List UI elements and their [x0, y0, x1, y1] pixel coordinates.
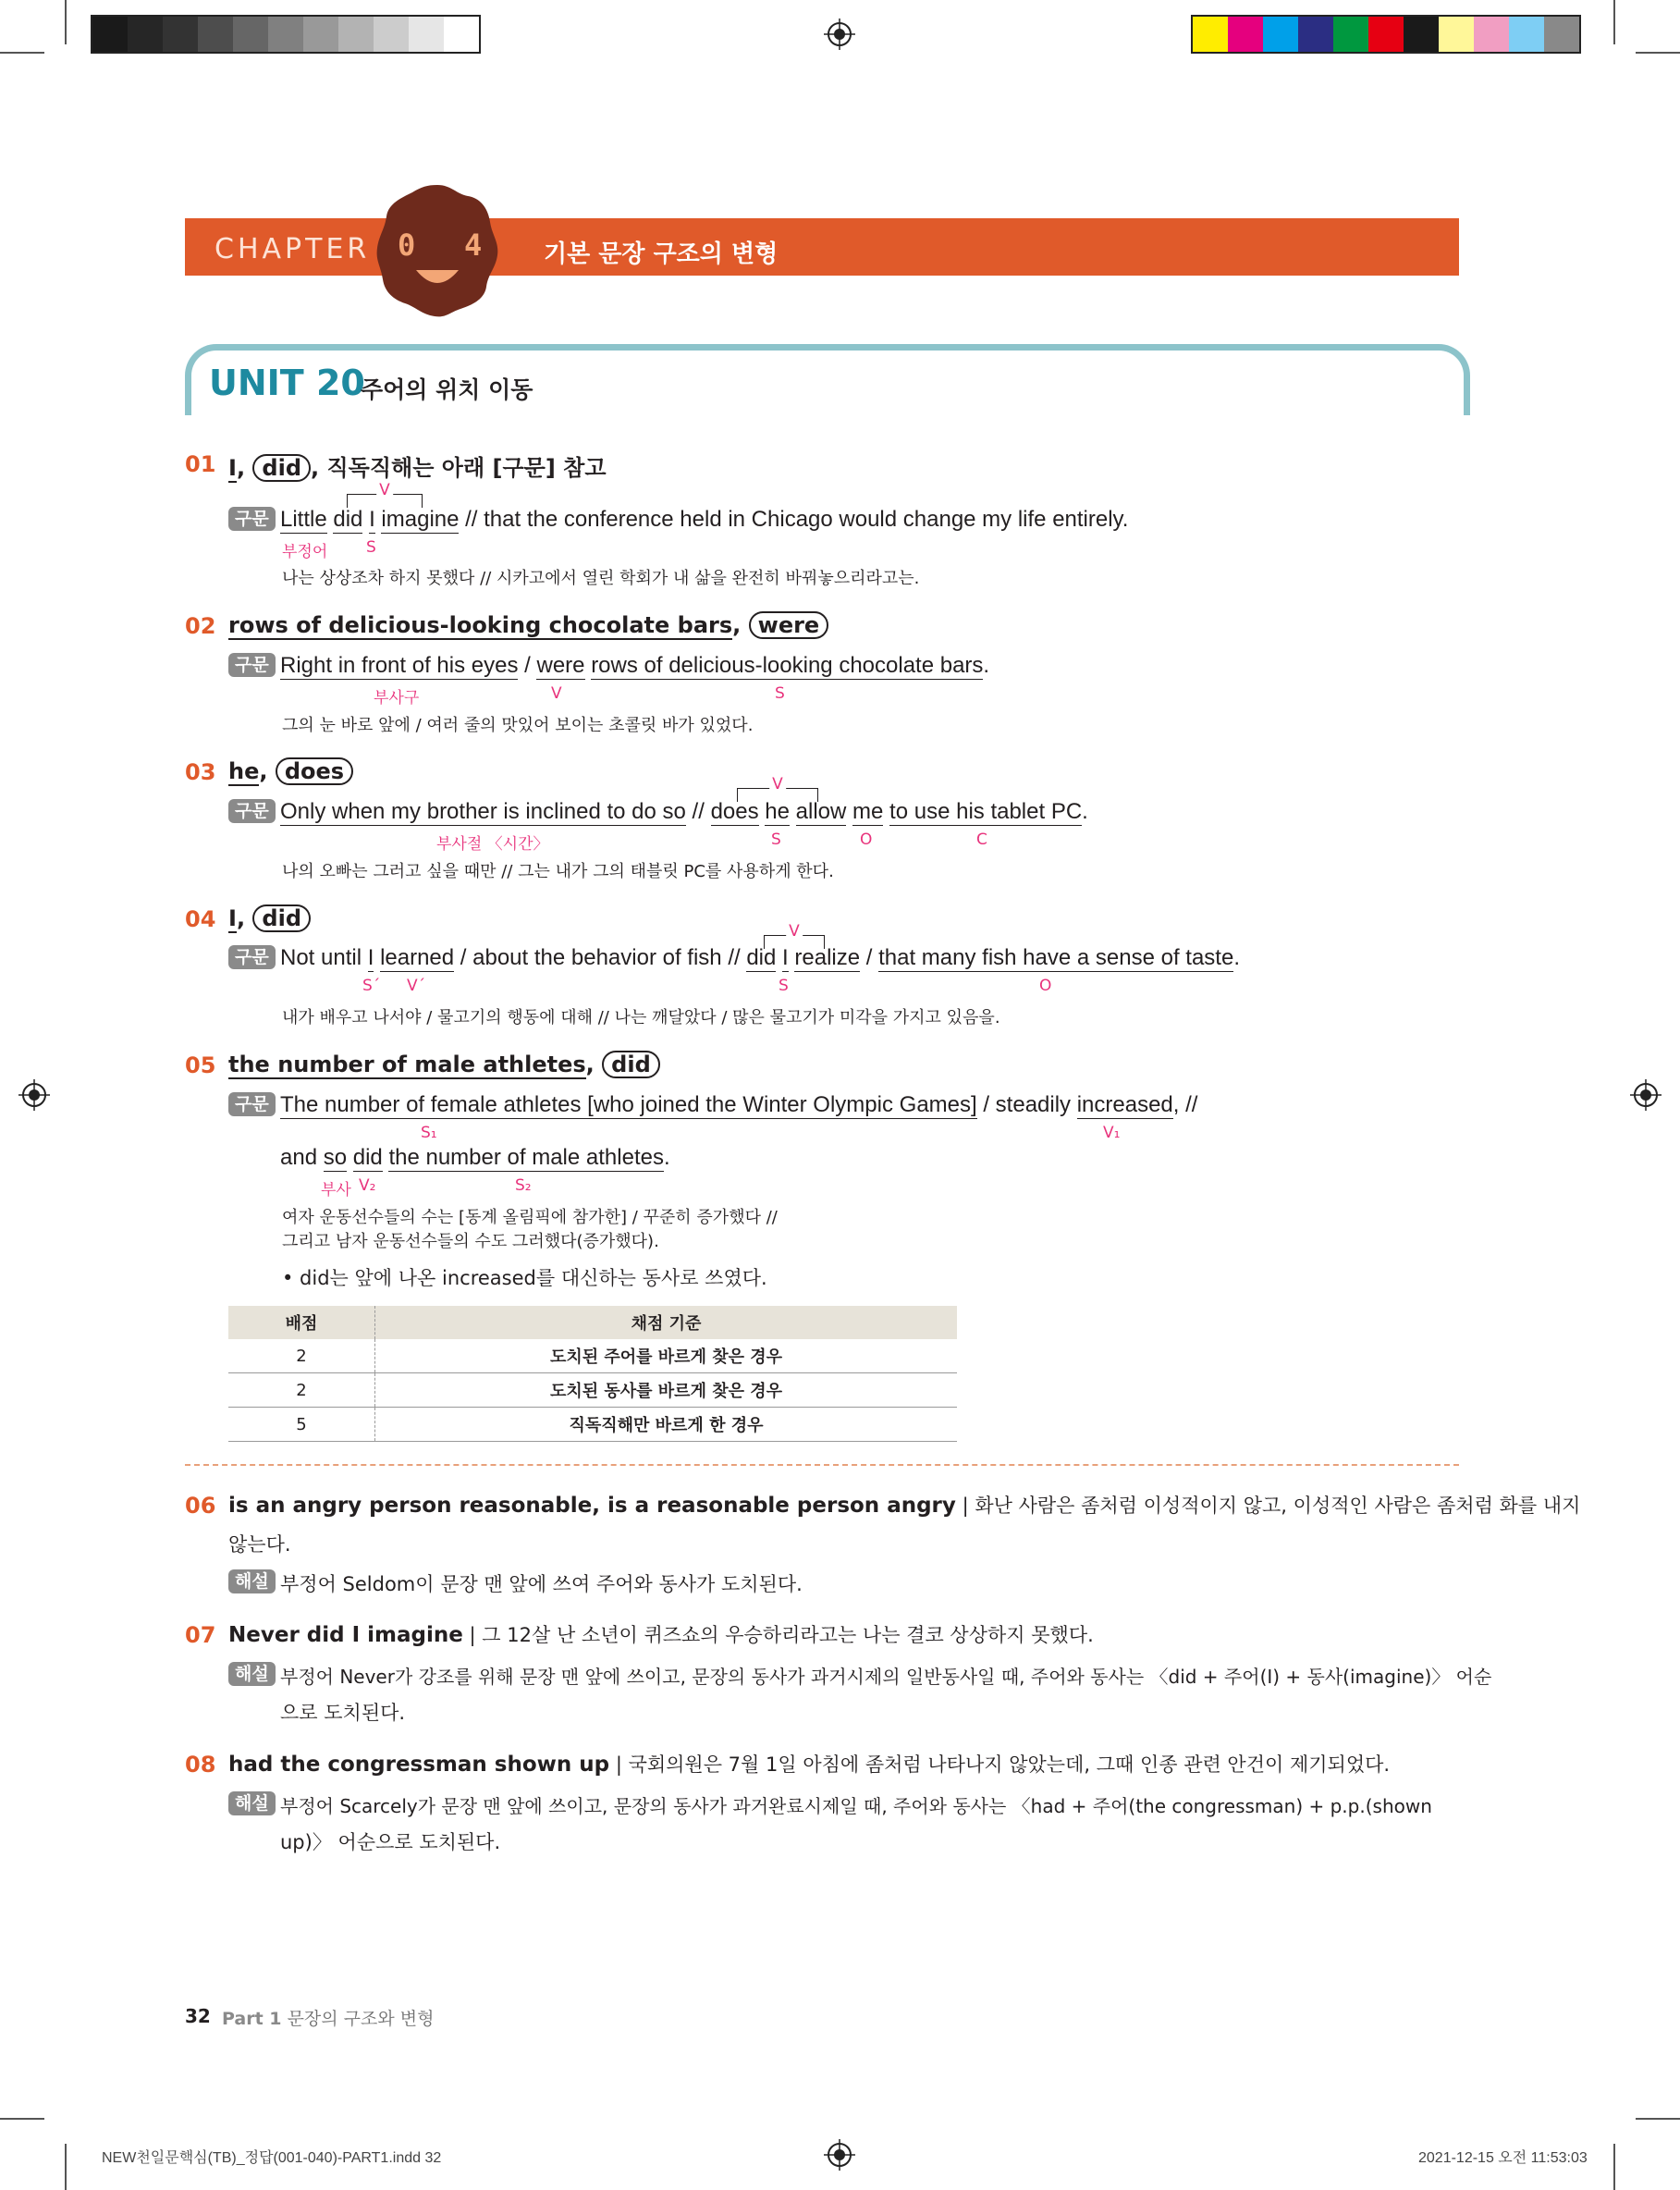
structure-sentence: Only when my brother is inclined to do so // does he allow me to use his tablet PC.	[280, 799, 1088, 824]
answer-line: Never did I imagine | 그 12살 난 소년이 퀴즈쇼의 우승하리라고는 나는 결코 상상하지 못했다.	[228, 1623, 1094, 1647]
color-swatch	[303, 17, 338, 52]
color-swatch	[409, 17, 444, 52]
label-object: O	[1039, 977, 1052, 995]
color-swatch	[1263, 17, 1298, 52]
color-swatch	[1228, 17, 1263, 52]
label-adverb-clause: 부사절 〈시간〉	[436, 835, 549, 854]
haeseol-tag: 해설	[228, 1791, 276, 1815]
label-subject: S	[775, 684, 785, 703]
korean-translation: 내가 배우고 나서야 / 물고기의 행동에 대해 // 나는 깨달았다 / 많은 물고기가 미각을 가지고 있음을.	[282, 1008, 1000, 1027]
table-row: 2 도치된 동사를 바르게 찾은 경우	[228, 1373, 957, 1408]
label-negative: 부정어	[282, 543, 328, 561]
item-number: 04	[185, 906, 216, 932]
slug-date: 2021-12-15 오전 11:53:03	[1418, 2150, 1588, 2166]
korean-translation: 나는 상상조차 하지 못했다 // 시카고에서 열린 학회가 내 삶을 완전히 바꿔놓으리라고는.	[282, 569, 920, 588]
section-divider	[185, 1464, 1459, 1466]
label-verb-prime: V´	[407, 977, 426, 995]
gray-color-bar	[91, 15, 481, 54]
label-adverb-phrase: 부사구	[374, 689, 420, 707]
table-row: 2 도치된 주어를 바르게 찾은 경우	[228, 1339, 957, 1373]
color-swatch	[233, 17, 268, 52]
gumun-tag: 구문	[228, 945, 276, 969]
label-subject: S	[771, 830, 781, 849]
answer-line: the number of male athletes, did	[228, 1051, 660, 1078]
label-verb-1: V₁	[1103, 1124, 1121, 1142]
item-number: 03	[185, 759, 216, 785]
item-number: 05	[185, 1052, 216, 1078]
item-number: 08	[185, 1752, 216, 1778]
label-verb-2: V₂	[359, 1176, 376, 1195]
korean-translation: 여자 운동선수들의 수는 [동계 올림픽에 참가한] / 꾸준히 증가했다 //	[282, 1208, 778, 1227]
page-number: 32	[185, 2005, 211, 2027]
answer-line: rows of delicious-looking chocolate bars, were	[228, 611, 828, 639]
color-swatch	[128, 17, 163, 52]
korean-translation: 않는다.	[228, 1533, 291, 1556]
korean-translation: 그의 눈 바로 앞에 / 여러 줄의 맛있어 보이는 초콜릿 바가 있었다.	[282, 716, 754, 735]
explanation: 부정어 Never가 강조를 위해 문장 맨 앞에 쓰이고, 문장의 동사가 과거시제의 일반동사일 때, 주어와 동사는 〈did + 주어(I) + 동사(imagine)〉 어순	[280, 1666, 1492, 1688]
gumun-tag: 구문	[228, 1092, 276, 1116]
chapter-badge-icon	[374, 181, 501, 320]
crop-mark	[0, 2118, 44, 2120]
structure-sentence: The number of female athletes [who joined the Winter Olympic Games] / steadily increased, //	[280, 1092, 1198, 1117]
answer-line: had the congressman shown up | 국회의원은 7월 1일 아침에 좀처럼 나타나지 않았는데, 그때 인종 관련 안건이 제기되었다.	[228, 1753, 1391, 1777]
explanation: 부정어 Scarcely가 문장 맨 앞에 쓰이고, 문장의 동사가 과거완료시제일 때, 주어와 동사는 〈had + 주어(the congressman) + p.p.(shown	[280, 1795, 1432, 1817]
table-header: 배점	[228, 1306, 375, 1339]
slug-file: NEW천일문핵심(TB)_정답(001-040)-PART1.indd 32	[102, 2150, 442, 2166]
grammar-note: • did는 앞에 나온 increased를 대신하는 동사로 쓰였다.	[282, 1267, 767, 1289]
label-subject-prime: S´	[362, 977, 381, 995]
chapter-digit-2: 4	[464, 228, 483, 263]
item-number: 07	[185, 1622, 216, 1648]
part-title: Part 1 문장의 구조와 변형	[222, 2009, 435, 2029]
structure-sentence: Not until I learned / about the behavior of fish // did I realize / that many fish have a sense of taste.	[280, 945, 1240, 970]
label-subject: S	[779, 977, 789, 995]
unit-title: 주어의 위치 이동	[361, 376, 533, 403]
crop-mark	[1636, 2118, 1680, 2120]
scoring-table	[228, 1306, 957, 1442]
color-swatch	[1193, 17, 1228, 52]
color-swatch	[374, 17, 409, 52]
explanation-cont: 으로 도치된다.	[280, 1702, 406, 1724]
crop-mark	[1613, 0, 1615, 44]
crop-mark	[65, 2144, 67, 2190]
korean-translation: 나의 오빠는 그러고 싶을 때만 // 그는 내가 그의 태블릿 PC를 사용하게 한다.	[282, 862, 834, 881]
label-subject-1: S₁	[421, 1124, 437, 1142]
answer-line: is an angry person reasonable, is a reasonable person angry | 화난 사람은 좀처럼 이성적이지 않고, 이성적인 사람은 좀처럼 화를 내지	[228, 1494, 1581, 1518]
color-swatch	[1404, 17, 1439, 52]
color-swatch	[163, 17, 198, 52]
crop-mark	[1613, 2144, 1615, 2190]
inverted-verb-bracket: V	[737, 788, 818, 802]
explanation: 부정어 Seldom이 문장 맨 앞에 쓰여 주어와 동사가 도치된다.	[280, 1573, 803, 1595]
structure-sentence: Right in front of his eyes / were rows of delicious-looking chocolate bars.	[280, 653, 990, 678]
chapter-digit-1: 0	[398, 228, 416, 263]
chapter-title: 기본 문장 구조의 변형	[544, 240, 779, 268]
label-subject-2: S₂	[515, 1176, 532, 1195]
answer-line: I, did , 직독직해는 아래 [구문] 참고	[228, 455, 607, 481]
color-swatch	[92, 17, 128, 52]
structure-sentence: Little did I imagine // that the conference held in Chicago would change my life entirely.	[280, 507, 1129, 532]
color-swatch	[1439, 17, 1474, 52]
color-swatch	[1333, 17, 1368, 52]
label-verb: V	[551, 684, 562, 703]
chapter-word: CHAPTER	[215, 233, 371, 265]
color-swatch	[1298, 17, 1333, 52]
gumun-tag: 구문	[228, 799, 276, 823]
table-row: 5 직독직해만 바르게 한 경우	[228, 1408, 957, 1442]
label-object: O	[860, 830, 873, 849]
crop-mark	[65, 0, 67, 44]
color-swatch	[1544, 17, 1579, 52]
label-adverb: 부사	[321, 1181, 351, 1200]
gumun-tag: 구문	[228, 653, 276, 677]
item-number: 01	[185, 451, 216, 477]
registration-mark-icon	[1630, 1079, 1662, 1111]
inverted-verb-bracket: V	[347, 494, 423, 508]
color-swatch	[1509, 17, 1544, 52]
registration-mark-icon	[824, 2139, 855, 2171]
haeseol-tag: 해설	[228, 1569, 276, 1593]
structure-sentence-cont: and so did the number of male athletes.	[280, 1145, 670, 1170]
label-complement: C	[976, 830, 987, 849]
crop-mark	[0, 52, 44, 54]
unit-label: UNIT 20	[209, 363, 365, 403]
color-swatch	[198, 17, 233, 52]
color-swatch	[268, 17, 303, 52]
process-color-bar	[1191, 15, 1581, 54]
label-subject: S	[366, 538, 376, 557]
explanation-cont: up)〉 어순으로 도치된다.	[280, 1831, 501, 1853]
color-swatch	[1368, 17, 1404, 52]
korean-translation: 그리고 남자 운동선수들의 수도 그러했다(증가했다).	[282, 1232, 659, 1251]
inverted-verb-bracket: V	[764, 935, 825, 949]
table-header: 채점 기준	[375, 1306, 958, 1339]
registration-mark-icon	[18, 1079, 50, 1111]
haeseol-tag: 해설	[228, 1662, 276, 1686]
crop-mark	[1636, 52, 1680, 54]
registration-mark-icon	[824, 18, 855, 50]
item-number: 02	[185, 613, 216, 639]
gumun-tag: 구문	[228, 507, 276, 531]
answer-line: he, does	[228, 757, 353, 785]
answer-line: I, did	[228, 904, 311, 932]
color-swatch	[1474, 17, 1509, 52]
color-swatch	[338, 17, 374, 52]
color-swatch	[444, 17, 479, 52]
item-number: 06	[185, 1493, 216, 1519]
